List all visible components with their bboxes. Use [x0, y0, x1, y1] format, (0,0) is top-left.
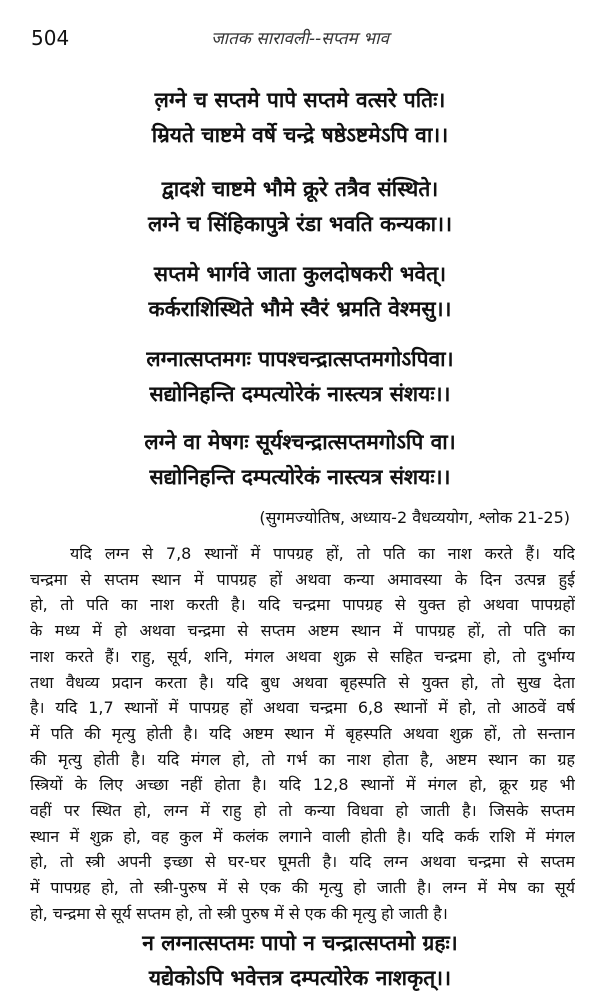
verse-line: लग्ने वा मेषगः सूर्यश्चन्द्रात्सप्तमगोऽपि वा। — [144, 430, 456, 454]
prose-line: हो, चन्द्रमा से सूर्य सप्तम हो, तो स्त्री पुरुष में से एक की मृत्यु हो जाती है। — [30, 903, 448, 923]
prose-line: की मृत्यु होती है। यदि मंगल हो, तो गर्भ का नाश होता है, अष्टम स्थान का ग्रह — [30, 749, 575, 769]
prose-line: में पापग्रह हो, तो स्त्री-पुरुष में से एक की मृत्यु हो जाती है। लग्न में मेष का सूर्य — [30, 878, 575, 898]
prose-line: हो, तो स्त्री अपनी इच्छा से घर-घर घूमती है। यदि लग्न अथवा चन्द्रमा से सप्तम — [30, 852, 575, 872]
verse-line: लग्ने च सिंहिकापुत्रे रंडा भवति कन्यका।। — [147, 212, 453, 236]
prose-line: यदि लग्न से 7,8 स्थानों में पापग्रह हों, तो पति का नाश करते हैं। यदि — [70, 544, 575, 563]
verse-line: द्वादशे चाष्टमे भौमे क्रूरे तत्रैव संस्थिते। — [161, 177, 439, 201]
verse-line: कर्कराशिस्थिते भौमे स्वैरं भ्रमति वेश्मसु।। — [148, 297, 452, 321]
prose-line: में पति की मृत्यु होती है। यदि अष्टम स्थान में बृहस्पति अथवा शुक्र हों, तो सन्तान — [30, 723, 575, 743]
prose-line: है। यदि 1,7 स्थानों में पापग्रह हों अथवा चन्द्रमा 6,8 स्थानों में हो, तो आठवें वर्ष — [30, 698, 575, 718]
prose-line: नाश करते हैं। राहु, सूर्य, शनि, मंगल अथवा शुक्र से सहित चन्द्रमा हो, तो दुर्भाग्य — [30, 646, 575, 666]
verse-2 — [0, 172, 600, 242]
final-verse — [0, 926, 600, 996]
verse-3 — [0, 257, 600, 327]
verse-5 — [0, 425, 600, 495]
running-header: जातक सारावली--सप्तम भाव — [211, 29, 389, 49]
prose-line: वहीं पर स्थित हो, लग्न में राहु हो तो कन्या विधवा हो जाती है। जिसके सप्तम — [30, 801, 575, 821]
verse-line: न लग्नात्सप्तमः पापो न चन्द्रात्सप्तमो ग्रहः। — [142, 931, 458, 955]
prose-paragraph — [30, 541, 575, 927]
verse-line: म्रियते चाष्टमे वर्षे चन्द्रे षष्ठेऽष्टमेऽपि वा।। — [151, 123, 449, 147]
prose-line: चन्द्रमा से सप्तम स्थान में पापग्रह हों अथवा कन्या अमावस्या के दिन उत्पन्न हुई — [30, 569, 575, 589]
prose-line: स्थान में शुक्र हो, वह कुल में कलंक लगाने वाली होती है। यदि कर्क राशि में मंगल — [30, 826, 575, 846]
verse-line: सद्योनिहन्ति दम्पत्योरेकं नास्त्यत्र संशयः।। — [149, 382, 451, 406]
verse-4 — [0, 342, 600, 412]
citation: (सुगमज्योतिष, अध्याय-2 वैधव्ययोग, श्लोक 21-25) — [259, 508, 570, 527]
verse-line: ल़ग्ने च सप्तमे पापे सप्तमे वत्सरे पतिः। — [154, 88, 446, 112]
verse-line: सप्तमे भार्गवे जाता कुलदोषकरी भवेत्। — [153, 262, 447, 286]
page-number: 504 — [31, 26, 70, 50]
verse-line: लग्नात्सप्तमगः पापश्चन्द्रात्सप्तमगोऽपिवा। — [146, 347, 454, 371]
verse-1 — [0, 83, 600, 153]
verse-line: यद्येकोऽपि भवेत्तत्र दम्पत्योरेक नाशकृत्।। — [148, 966, 452, 990]
prose-line: स्त्रियों के लिए अच्छा नहीं होता है। यदि 12,8 स्थानों में मंगल हो, क्रूर ग्रह भी — [30, 775, 575, 795]
verse-line: सद्योनिहन्ति दम्पत्योरेकं नास्त्यत्र संशयः।। — [149, 465, 451, 489]
prose-line: के मध्य में हो अथवा चन्द्रमा से सप्तम अष्टम स्थान में पापग्रह हों, तो पति का — [30, 621, 575, 641]
prose-line: तथा वैधव्य प्रदान करता है। यदि बुध अथवा बृहस्पति से युक्त हो, तो सुख देता — [30, 672, 575, 692]
prose-line: हो, तो पति का नाश करती है। यदि चन्द्रमा पापग्रह से युक्त हो अथवा पापग्रहों — [30, 595, 575, 615]
